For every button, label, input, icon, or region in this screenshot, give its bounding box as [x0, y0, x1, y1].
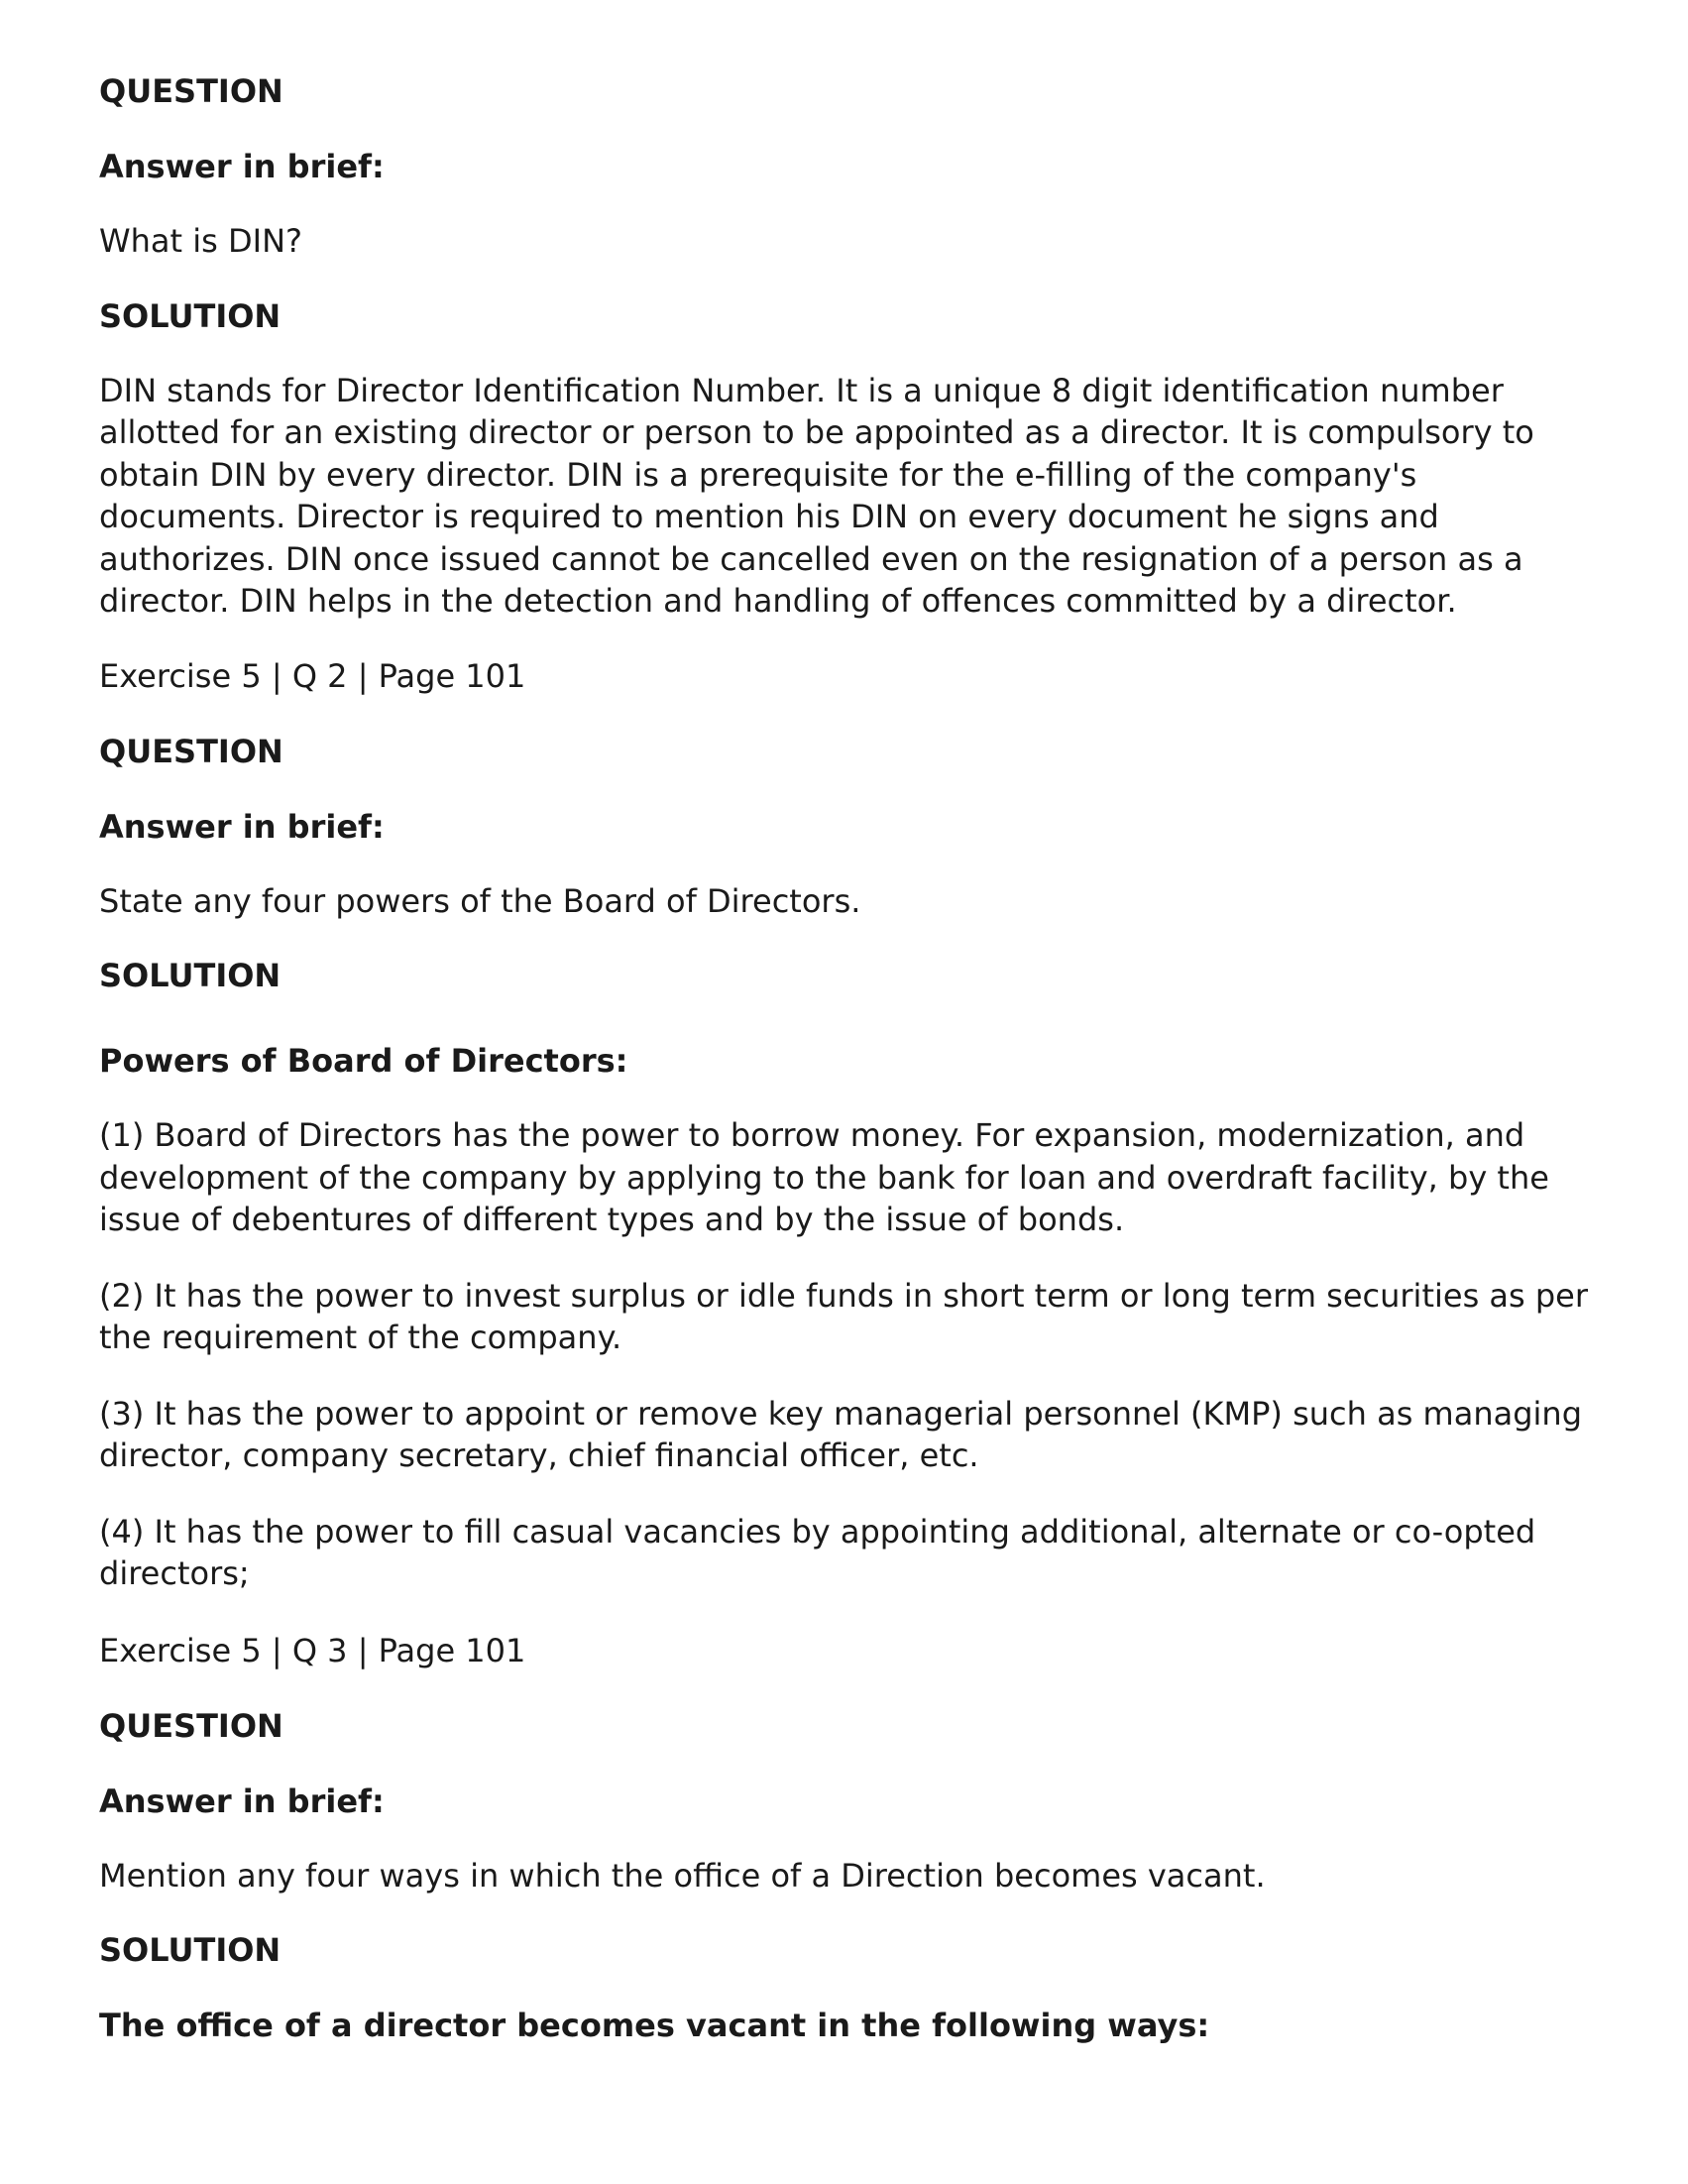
list-item: (1) Board of Directors has the power to borrow money. For expansion, modernization, and development of the company by applying to the bank for loan and overdraft facility, by the issue of debentures of different types and by the issue of bonds. [99, 1116, 1549, 1238]
list-item: (2) It has the power to invest surplus or idle funds in short term or long term securities as per the requirement of the company. [99, 1276, 1589, 1356]
exercise-reference: Exercise 5 | Q 3 | Page 101 [99, 1631, 526, 1669]
list-item: (4) It has the power to fill casual vacancies by appointing additional, alternate or co-opted directors; [99, 1512, 1536, 1592]
question-text: Mention any four ways in which the office of a Direction becomes vacant. [99, 1856, 1266, 1895]
solution-label: SOLUTION [99, 957, 281, 994]
answer-in-brief-label: Answer in brief: [99, 1782, 385, 1820]
solution-label: SOLUTION [99, 296, 281, 335]
question-block-1 [99, 69, 1606, 698]
question-label: QUESTION [99, 1706, 283, 1745]
answer-in-brief-label: Answer in brief: [99, 148, 385, 185]
solution-text: DIN stands for Director Identification Number. It is a unique 8 digit identification number allotted for an existing director or person to be appointed as a director. It is compulsory to obtain DIN by every director. DIN is a prerequisite for the e-filling of the company's documents. Director is required to mention his DIN on every document he signs and authorizes. DIN once issued cannot be cancelled even on the resignation of a person as a director. DIN helps in the detection and handling of offences committed by a director. [99, 371, 1534, 620]
solution-label: SOLUTION [99, 1931, 281, 1969]
document-page [99, 69, 1606, 2079]
solution-subheading: The office of a director becomes vacant in the following ways: [99, 2007, 1210, 2044]
list-item: (3) It has the power to appoint or remove key managerial personnel (KMP) such as managing director, company secretary, chief financial officer, etc. [99, 1394, 1582, 1474]
question-text: What is DIN? [99, 222, 302, 260]
question-label: QUESTION [99, 732, 283, 770]
question-block-3 [99, 1704, 1606, 2048]
solution-subheading: Powers of Board of Directors: [99, 1042, 628, 1080]
question-label: QUESTION [99, 72, 283, 110]
answer-in-brief-label: Answer in brief: [99, 807, 385, 846]
question-text: State any four powers of the Board of Directors. [99, 881, 861, 920]
question-block-2 [99, 730, 1606, 1672]
exercise-reference: Exercise 5 | Q 2 | Page 101 [99, 656, 526, 695]
